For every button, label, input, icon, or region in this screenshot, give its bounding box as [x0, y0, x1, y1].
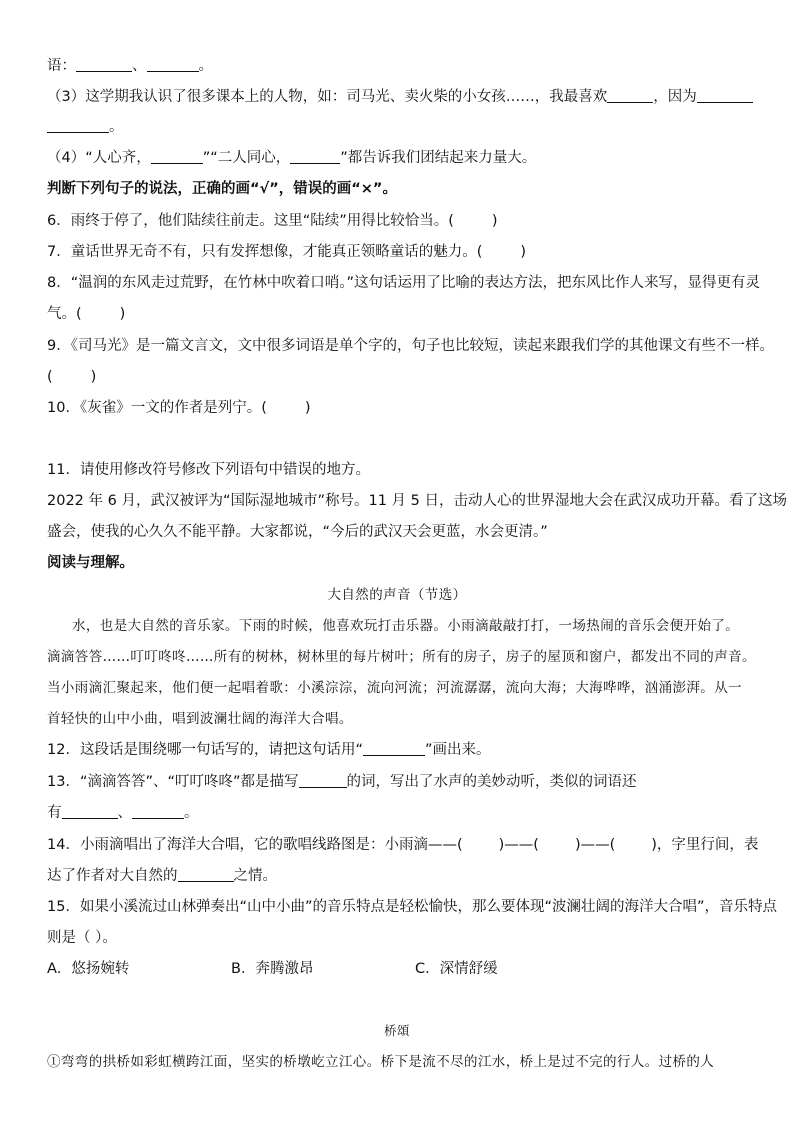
- question-11-text-1: 2022 年 6 月，武汉被评为“国际湿地城市”称号。11 月 5 日，击动人心的世界湿地大会在武汉成功开幕。看了这场: [47, 493, 787, 509]
- answer-blank[interactable]: [147, 57, 199, 72]
- question-13-cont: 有 、 。: [47, 805, 199, 821]
- question-9-cont: ( ): [47, 369, 97, 385]
- passage-1-line-2: 滴滴答答……叮叮咚咚……所有的树林，树林里的每片树叶；所有的房子，房子的屋顶和窗户，都发出不同的声音。: [47, 649, 756, 665]
- question-13: 13．“滴滴答答”、“叮叮咚咚”都是描写 的词，写出了水声的美妙动听，类似的词语还: [47, 774, 637, 790]
- question-15-cont: 则是（ ）。: [47, 930, 117, 946]
- passage-1-line-1: 水，也是大自然的音乐家。下雨的时候，他喜欢玩打击乐器。小雨滴敲敲打打，一场热闹的音乐会便开始了。: [72, 618, 740, 634]
- question-6: 6．雨终于停了，他们陆续往前走。这里“陆续”用得比较恰当。( ): [47, 213, 498, 229]
- section-heading-judge: 判断下列句子的说法，正确的画“√”，错误的画“×”。: [47, 181, 397, 197]
- question-14-cont: 达了作者对大自然的 之情。: [47, 868, 277, 884]
- question-14: 14．小雨滴唱出了海洋大合唱，它的歌唱线路图是：小雨滴——( )——( )——( )，字里行间，表: [47, 837, 759, 853]
- question-15: 15．如果小溪流过山林弹奏出“山中小曲”的音乐特点是轻松愉快，那么要体现“波澜壮阔的海洋大合唱”，音乐特点: [47, 899, 777, 915]
- question-7: 7．童话世界无奇不有，只有发挥想像，才能真正领略童话的魅力。( ): [47, 244, 527, 260]
- option-b[interactable]: B．奔腾激昂: [231, 961, 314, 977]
- answer-blank[interactable]: [132, 804, 184, 819]
- item-4: （4）“人心齐， ”“二人同心， ”都告诉我们团结起来力量大。: [47, 150, 537, 166]
- passage-2-line-1: ①弯弯的拱桥如彩虹横跨江面，坚实的桥墩屹立江心。桥下是流不尽的江水，桥上是过不完的行人。过桥的人: [47, 1054, 715, 1070]
- answer-blank[interactable]: [290, 149, 340, 164]
- passage-2-title: 桥頌: [384, 1023, 410, 1038]
- question-12: 12．这段话是围绕哪一句话写的，请把这句话用“ ”画出来。: [47, 742, 491, 758]
- answer-blank[interactable]: [607, 88, 653, 103]
- answer-blank[interactable]: [697, 88, 753, 103]
- item-3: （3）这学期我认识了很多课本上的人物，如：司马光、卖火柴的小女孩……，我最喜欢 ，因为: [47, 87, 754, 107]
- answer-blank[interactable]: [76, 57, 132, 72]
- item-3-cont: 。: [47, 117, 754, 137]
- question-8-cont: 气。( ): [47, 306, 126, 322]
- question-8: 8．“温润的东风走过荒野，在竹林中吹着口哨。”这句话运用了比喻的表达方法，把东风比作人来写，显得更有灵: [47, 275, 760, 291]
- question-11-text-2: 盛会，使我的心久久不能平静。大家都说，“今后的武汉天会更蓝，水会更清。”: [47, 524, 548, 540]
- question-9: 9．《司马光》是一篇文言文，文中很多词语是单个字的，句子也比较短，读起来跟我们学的其他课文有些不一样。: [47, 338, 774, 354]
- answer-blank[interactable]: [299, 773, 347, 788]
- line-blank-pair: 语： 、 。: [47, 58, 213, 74]
- passage-1-title: 大自然的声音（节选）: [327, 587, 467, 603]
- option-c[interactable]: C．深情舒缓: [415, 961, 498, 977]
- answer-blank[interactable]: [47, 118, 109, 133]
- passage-1-line-4: 首轻快的山中小曲，唱到波澜壮阔的海洋大合唱。: [47, 711, 353, 727]
- passage-1-line-3: 当小雨滴汇聚起来，他们便一起唱着歌：小溪淙淙，流向河流；河流潺潺，流向大海；大海哗哗，汹涌澎湃。从一: [47, 680, 742, 696]
- answer-blank[interactable]: [151, 149, 203, 164]
- underline-sample: [363, 741, 425, 756]
- answer-blank[interactable]: [178, 867, 234, 882]
- question-11: 11．请使用修改符号修改下列语句中错误的地方。: [47, 462, 370, 478]
- option-a[interactable]: A．悠扬婉转: [47, 961, 130, 977]
- answer-blank[interactable]: [62, 804, 118, 819]
- question-10: 10．《灰雀》一文的作者是列宁。( ): [47, 400, 311, 416]
- section-heading-reading: 阅读与理解。: [47, 555, 134, 571]
